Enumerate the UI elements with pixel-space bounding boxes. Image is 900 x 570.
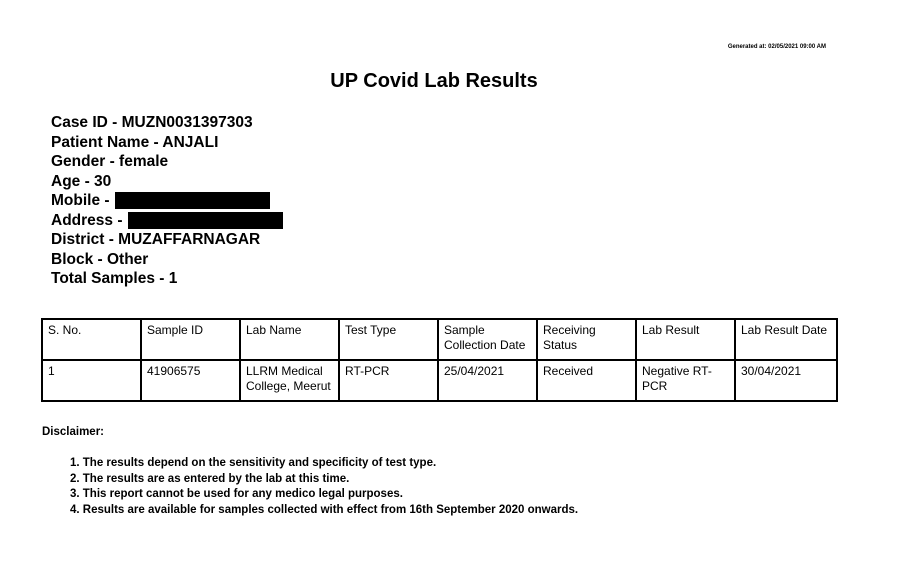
- page-title: UP Covid Lab Results: [330, 70, 538, 92]
- disclaimer-item: 3. This report cannot be used for any medico legal purposes.: [70, 488, 403, 500]
- cell-s-no: 1: [42, 360, 141, 401]
- generated-timestamp: Generated at: 02/05/2021 09:00 AM: [727, 44, 826, 50]
- address-label: Address -: [51, 211, 123, 229]
- mobile-redaction: [115, 192, 270, 209]
- mobile-label: Mobile -: [51, 192, 110, 209]
- disclaimer-item: 1. The results depend on the sensitivity and specificity of test type.: [70, 457, 437, 469]
- case-id: Case ID - MUZN0031397303: [51, 114, 253, 131]
- header-s-no: S. No.: [42, 319, 141, 360]
- cell-sample-collection-date: 25/04/2021: [438, 360, 537, 401]
- block: Block - Other: [51, 250, 149, 268]
- header-sample-id: Sample ID: [141, 319, 240, 360]
- age: Age - 30: [51, 172, 112, 190]
- patient-details: [51, 113, 283, 289]
- disclaimer-item: 2. The results are as entered by the lab at this time.: [70, 472, 350, 485]
- cell-lab-result-date: 30/04/2021: [735, 360, 837, 401]
- address-redaction: [128, 212, 283, 229]
- header-lab-result-date: Lab Result Date: [735, 319, 837, 360]
- district: District - MUZAFFARNAGAR: [51, 231, 261, 248]
- disclaimer-list: [70, 456, 578, 518]
- cell-lab-result: Negative RT-PCR: [636, 360, 735, 401]
- mobile-row: [51, 191, 283, 211]
- patient-name: Patient Name - ANJALI: [51, 133, 219, 151]
- address-row: [51, 211, 283, 231]
- total-samples: Total Samples - 1: [51, 270, 178, 287]
- gender: Gender - female: [51, 153, 169, 170]
- disclaimer-item: 4. Results are available for samples collected with effect from 16th September 2020 onwards.: [70, 503, 579, 516]
- header-sample-collection-date: Sample Collection Date: [438, 319, 537, 360]
- header-lab-name: Lab Name: [240, 319, 339, 360]
- disclaimer-title: Disclaimer:: [42, 426, 105, 438]
- cell-sample-id: 41906575: [141, 360, 240, 401]
- results-table: [41, 318, 838, 402]
- cell-test-type: RT-PCR: [339, 360, 438, 401]
- header-receiving-status: Receiving Status: [537, 319, 636, 360]
- cell-receiving-status: Received: [537, 360, 636, 401]
- cell-lab-name: LLRM Medical College, Meerut: [240, 360, 339, 401]
- table-header-row: [42, 319, 837, 360]
- header-test-type: Test Type: [339, 319, 438, 360]
- header-lab-result: Lab Result: [636, 319, 735, 360]
- table-row: [42, 360, 837, 401]
